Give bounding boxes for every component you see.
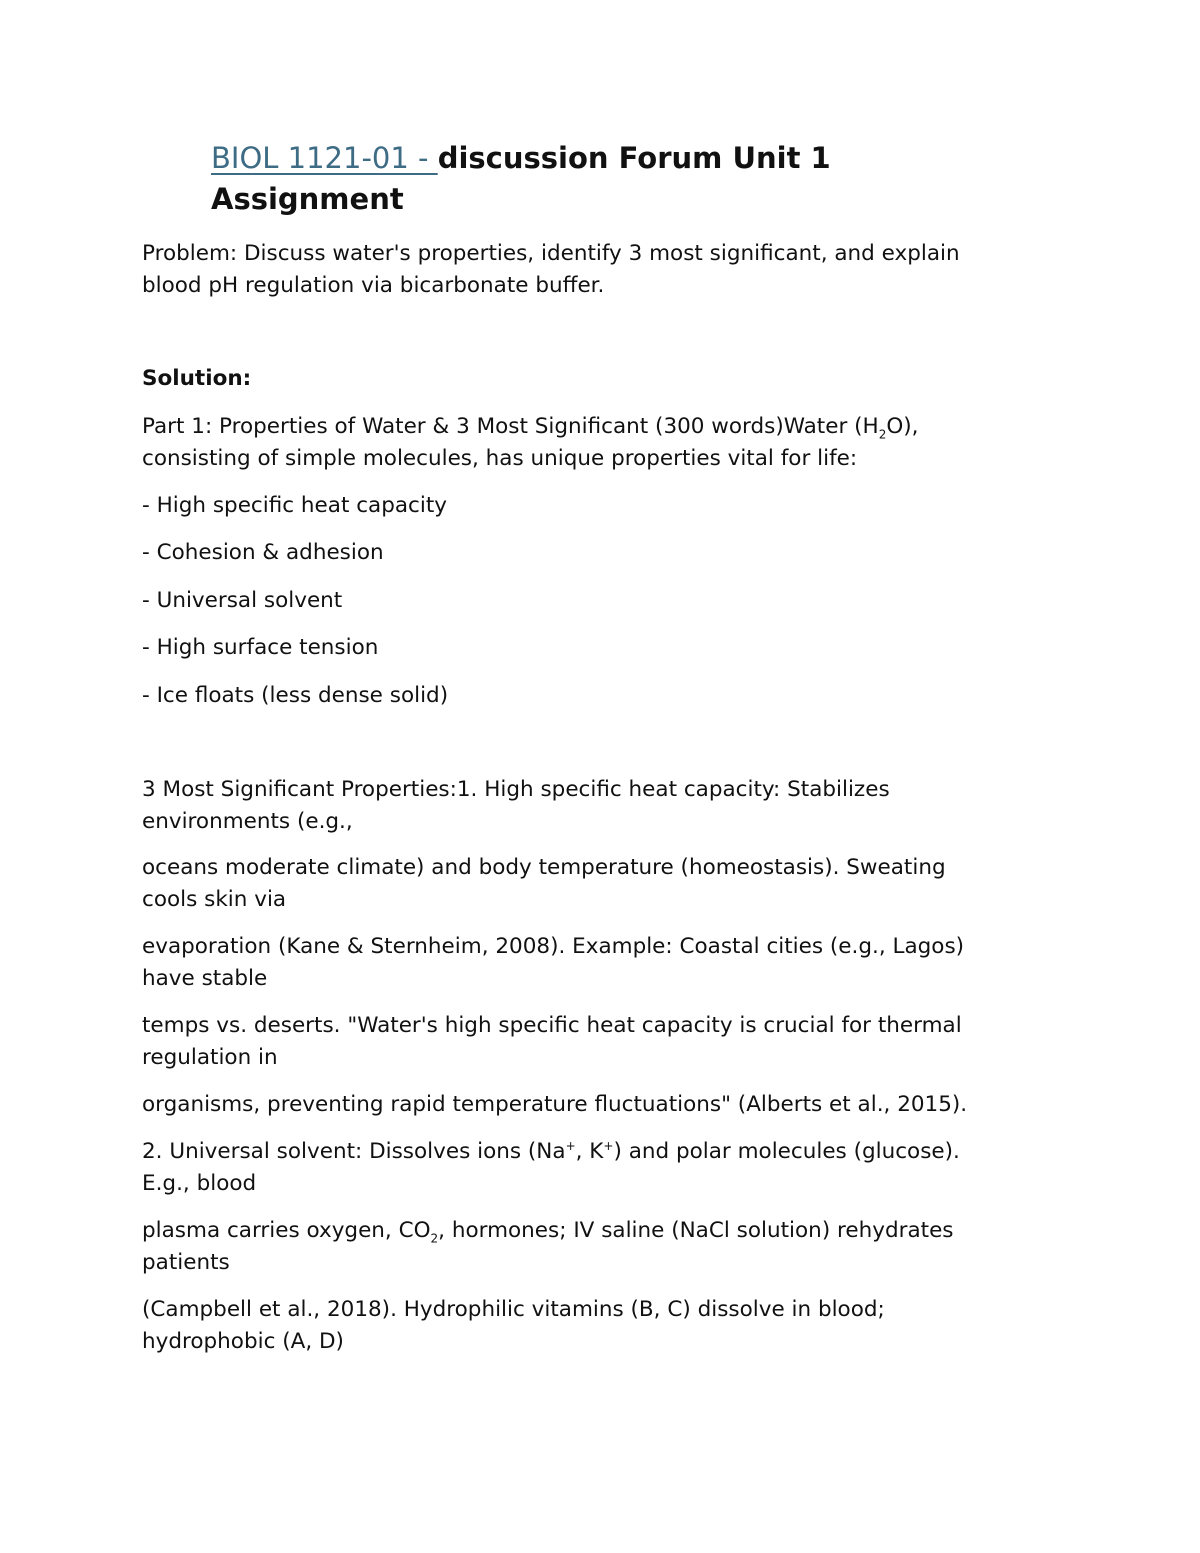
page-title	[211, 138, 1071, 220]
part1-intro-sub: 2	[878, 427, 887, 442]
significant-paragraph-4	[142, 1010, 1062, 1074]
significant-paragraph-3	[142, 931, 1062, 995]
significant-p3-line1: evaporation (Kane & Sternheim, 2008). Example: Coastal cities (e.g., Lagos)	[142, 934, 965, 959]
significant-paragraph-2	[142, 852, 1062, 916]
title-rest-line2: Assignment	[211, 182, 404, 216]
list-item: - Ice floats (less dense solid)	[142, 683, 449, 708]
part1-intro-line2: consisting of simple molecules, has unique properties vital for life:	[142, 446, 858, 471]
list-item: - Cohesion & adhesion	[142, 540, 384, 565]
part1-intro	[142, 411, 1062, 475]
significant-p1-line1: 3 Most Significant Properties:1. High specific heat capacity: Stabilizes	[142, 777, 890, 802]
solvent-p6-c: ) and polar molecules (glucose).	[613, 1139, 960, 1164]
list-item: - High surface tension	[142, 635, 379, 660]
solvent-p6-sup1: +	[565, 1138, 576, 1153]
solvent-p7-a: plasma carries oxygen, CO	[142, 1218, 431, 1243]
list-item: - High specific heat capacity	[142, 493, 447, 518]
solution-heading: Solution:	[142, 366, 252, 391]
solvent-paragraph-1	[142, 1136, 1062, 1200]
significant-p2-line2: cools skin via	[142, 887, 287, 912]
solvent-p7-line2: patients	[142, 1250, 230, 1275]
course-link[interactable]: BIOL 1121-01 -	[211, 141, 438, 175]
solvent-p6-b: , K	[575, 1139, 604, 1164]
title-rest: discussion Forum Unit 1	[437, 141, 831, 175]
part1-intro-b: O),	[886, 414, 919, 439]
solvent-p6-a: 2. Universal solvent: Dissolves ions (Na	[142, 1139, 566, 1164]
solvent-paragraph-3	[142, 1294, 1062, 1358]
problem-line1: Problem: Discuss water's properties, identify 3 most significant, and explain	[142, 241, 960, 266]
part1-intro-a: Part 1: Properties of Water & 3 Most Significant (300 words)Water (H	[142, 414, 879, 439]
significant-p3-line2: have stable	[142, 966, 268, 991]
solvent-p8-line1: (Campbell et al., 2018). Hydrophilic vitamins (B, C) dissolve in blood;	[142, 1297, 885, 1322]
significant-paragraph-1	[142, 774, 1062, 838]
solvent-paragraph-2	[142, 1215, 1062, 1279]
solvent-p7-sub: 2	[430, 1231, 439, 1246]
problem-statement	[142, 238, 1062, 302]
solvent-p7-b: , hormones; IV saline (NaCl solution) rehydrates	[438, 1218, 954, 1243]
problem-line2: blood pH regulation via bicarbonate buffer.	[142, 273, 605, 298]
significant-p1-line2: environments (e.g.,	[142, 809, 353, 834]
significant-p4-line2: regulation in	[142, 1045, 278, 1070]
significant-p4-line1: temps vs. deserts. "Water's high specific heat capacity is crucial for thermal	[142, 1013, 962, 1038]
significant-paragraph-5: organisms, preventing rapid temperature fluctuations" (Alberts et al., 2015).	[142, 1092, 968, 1117]
solvent-p6-line2: E.g., blood	[142, 1171, 257, 1196]
significant-p2-line1: oceans moderate climate) and body temperature (homeostasis). Sweating	[142, 855, 946, 880]
solvent-p8-line2: hydrophobic (A, D)	[142, 1329, 344, 1354]
list-item: - Universal solvent	[142, 588, 343, 613]
solvent-p6-sup2: +	[603, 1138, 614, 1153]
